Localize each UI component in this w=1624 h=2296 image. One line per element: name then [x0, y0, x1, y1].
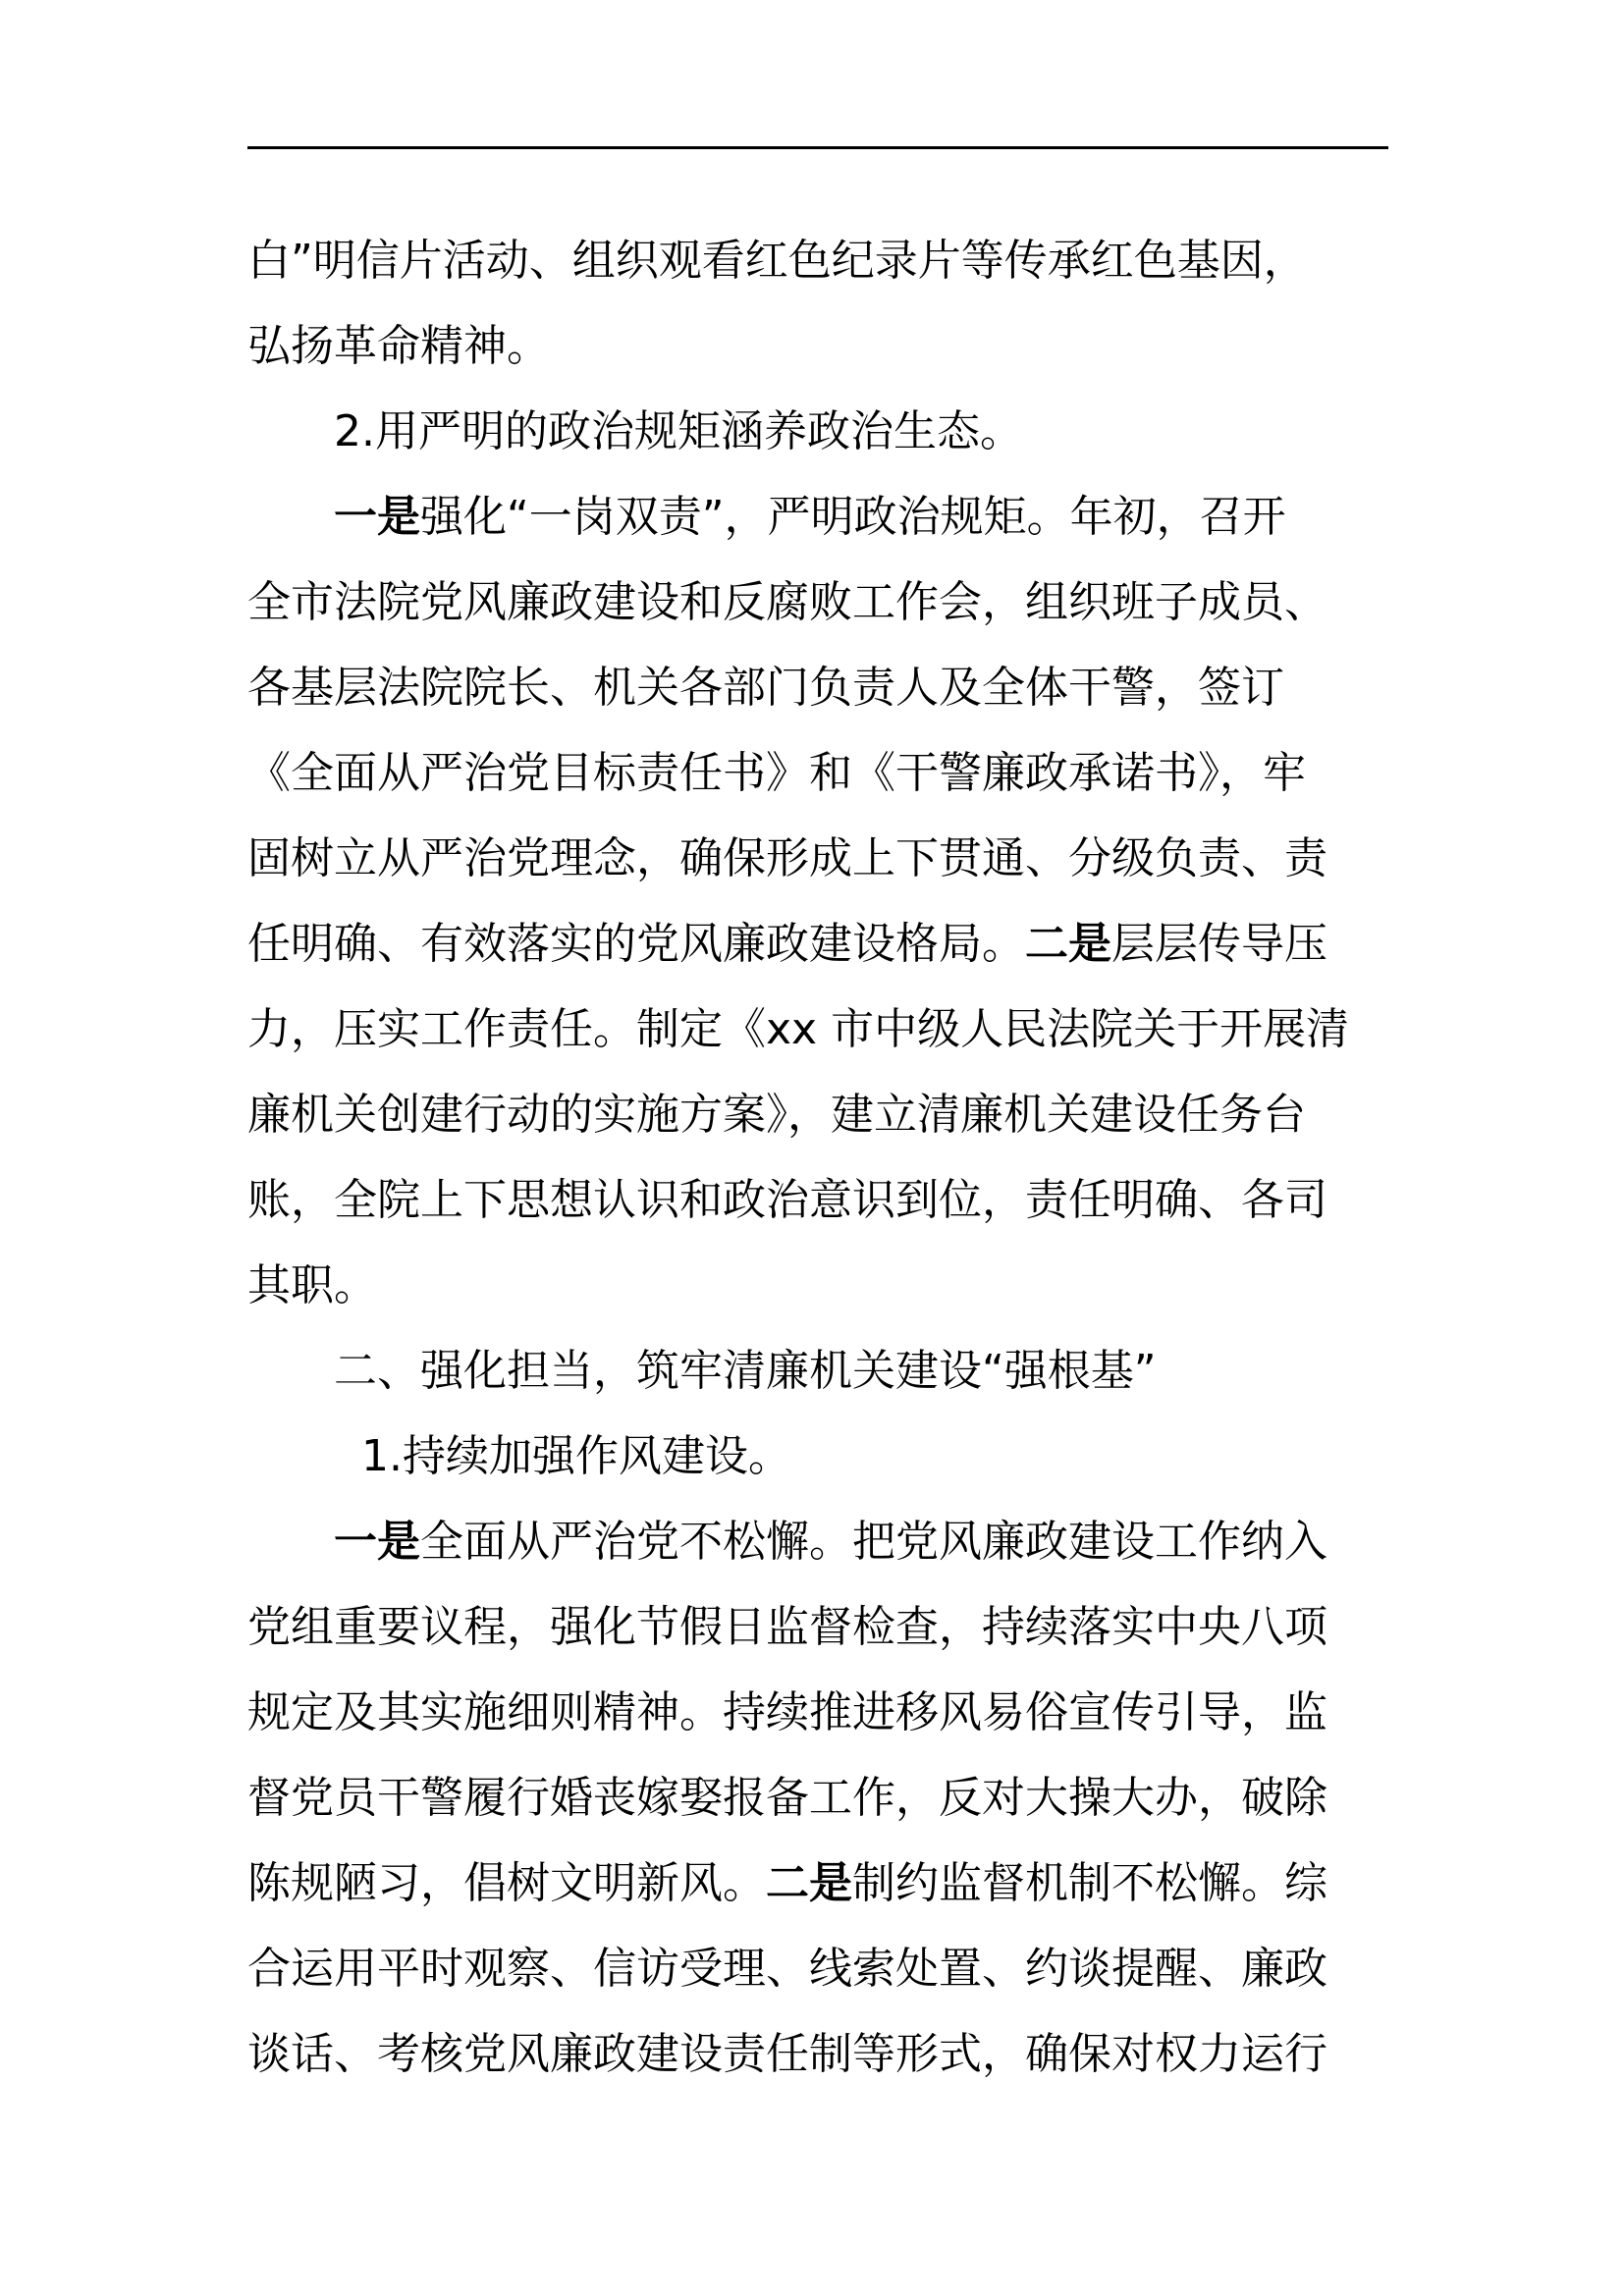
text-segment: 弘扬革命精神。	[247, 321, 550, 371]
text-line	[247, 1841, 1396, 1926]
text-segment: 《全面从严治党目标责任书》和《干警廉政承诺书》，牢	[247, 748, 1306, 798]
text-segment: 廉机关创建行动的实施方案》，建立清廉机关建设任务台	[247, 1090, 1306, 1140]
bold-lead-text: 二是	[766, 1858, 852, 1908]
text-segment: 其职。	[247, 1260, 377, 1310]
header-rule	[247, 146, 1388, 149]
text-line	[247, 303, 1396, 389]
text-segment: 力，压实工作责任。制定《xx 市中级人民法院关于开展清	[247, 1004, 1350, 1054]
text-segment: 党组重要议程，强化节假日监督检查，持续落实中央八项	[247, 1602, 1327, 1652]
text-segment: 白”明信片活动、组织观看红色纪录片等传承红色基因，	[247, 236, 1307, 286]
text-segment: 固树立从严治党理念，确保形成上下贯通、分级负责、责	[247, 833, 1327, 883]
text-line	[247, 1243, 1396, 1328]
text-segment: 1.持续加强作风建设。	[361, 1431, 791, 1481]
text-line	[247, 1755, 1396, 1841]
text-segment: 制约监督机制不松懈。综	[852, 1858, 1327, 1908]
text-line	[247, 901, 1396, 987]
text-segment: 督党员干警履行婚丧嫁娶报备工作，反对大操大办，破除	[247, 1773, 1327, 1823]
text-line	[247, 1072, 1396, 1157]
text-line	[247, 730, 1396, 816]
document-body	[247, 218, 1396, 2097]
text-segment: 强化“一岗双责”，严明政治规矩。年初，召开	[420, 492, 1286, 542]
text-segment: 任明确、有效落实的党风廉政建设格局。	[247, 919, 1025, 969]
text-line	[247, 1499, 1396, 1584]
text-segment: 二、强化担当，筑牢清廉机关建设“强根基”	[334, 1346, 1157, 1396]
text-segment: 合运用平时观察、信访受理、线索处置、约谈提醒、廉政	[247, 1944, 1327, 1994]
text-line	[247, 1926, 1396, 2011]
text-segment: 各基层法院院长、机关各部门负责人及全体干警，签订	[247, 663, 1284, 713]
text-line	[247, 218, 1396, 303]
bold-lead-text: 一是	[334, 492, 420, 542]
text-line	[247, 816, 1396, 901]
text-segment: 陈规陋习，倡树文明新风。	[247, 1858, 766, 1908]
text-segment: 账，全院上下思想认识和政治意识到位，责任明确、各司	[247, 1175, 1327, 1225]
bold-lead-text: 二是	[1025, 919, 1111, 969]
text-line	[247, 474, 1396, 560]
text-line	[247, 1584, 1396, 1670]
text-line	[247, 2011, 1396, 2097]
text-line	[247, 1328, 1396, 1414]
text-line	[247, 1670, 1396, 1755]
text-line	[247, 1414, 1396, 1499]
text-line	[247, 560, 1396, 645]
text-segment: 全市法院党风廉政建设和反腐败工作会，组织班子成员、	[247, 577, 1327, 627]
text-line	[247, 987, 1396, 1072]
text-segment: 谈话、考核党风廉政建设责任制等形式，确保对权力运行	[247, 2029, 1327, 2079]
bold-lead-text: 一是	[334, 1517, 420, 1567]
text-line	[247, 1157, 1396, 1243]
text-segment: 规定及其实施细则精神。持续推进移风易俗宣传引导，监	[247, 1687, 1327, 1737]
text-line	[247, 389, 1396, 474]
text-segment: 层层传导压	[1111, 919, 1327, 969]
text-segment: 2.用严明的政治规矩涵养政治生态。	[334, 406, 1023, 456]
text-line	[247, 645, 1396, 730]
text-segment: 全面从严治党不松懈。把党风廉政建设工作纳入	[420, 1517, 1327, 1567]
